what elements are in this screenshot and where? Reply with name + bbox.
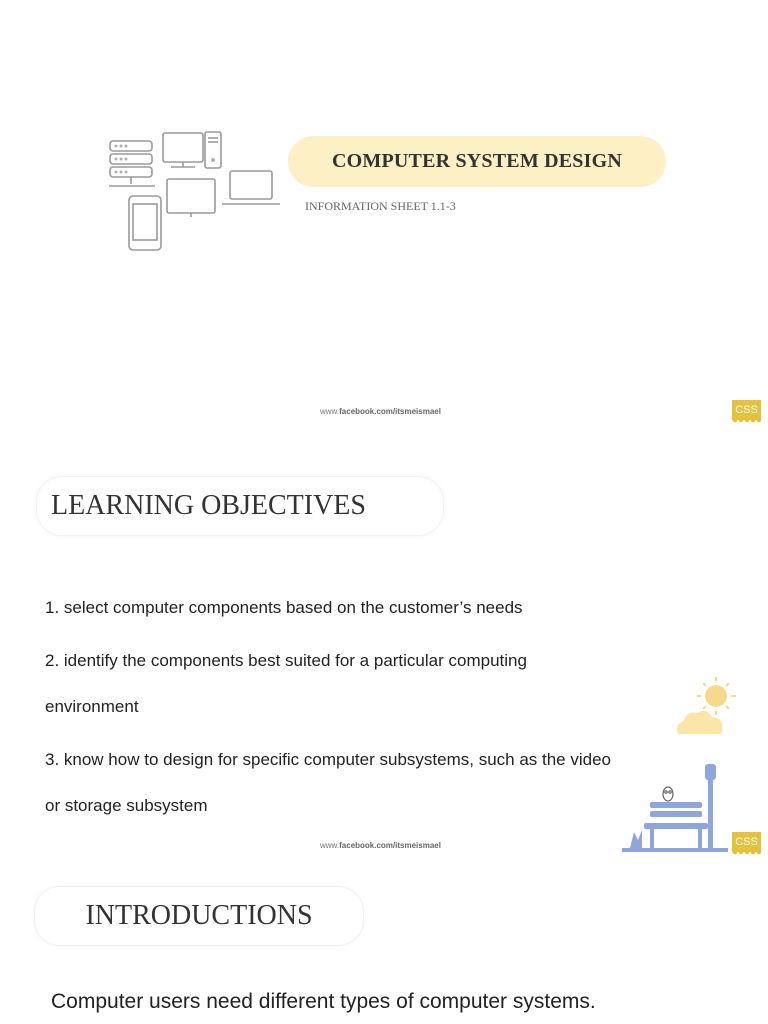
- objective-item: 3. know how to design for specific computer subsystems, such as the video: [45, 750, 611, 769]
- heading-box: [34, 886, 364, 946]
- footer-link-url: facebook.com/itsmeismael: [339, 841, 441, 850]
- footer-link-url: facebook.com/itsmeismael: [339, 407, 441, 416]
- footer-link[interactable]: [320, 407, 441, 416]
- objectives-slide: [0, 432, 768, 864]
- heading-box: [36, 476, 444, 536]
- footer-link-prefix: www.: [320, 841, 340, 850]
- park-bench-icon: [620, 760, 732, 856]
- intro-text: Computer users need different types of computer systems.: [51, 990, 596, 1013]
- subtitle: INFORMATION SHEET 1.1-3: [305, 199, 456, 213]
- title-slide: [0, 0, 768, 432]
- objective-item: environment: [45, 697, 139, 716]
- computer-devices-icon: [105, 128, 285, 254]
- introduction-slide: [0, 864, 768, 1024]
- css-badge: CSS: [732, 400, 761, 420]
- section-heading: INTRODUCTIONS: [85, 900, 313, 931]
- footer-link-prefix: www.: [320, 407, 340, 416]
- objective-item: 2. identify the components best suited for a particular computing: [45, 651, 527, 670]
- page-title: COMPUTER SYSTEM DESIGN: [332, 150, 622, 172]
- footer-link[interactable]: [320, 841, 441, 850]
- title-pill: [288, 136, 666, 187]
- css-badge: CSS: [732, 832, 761, 852]
- objective-item: 1. select computer components based on the customer’s needs: [45, 598, 523, 617]
- section-heading: LEARNING OBJECTIVES: [51, 490, 366, 521]
- objective-item: or storage subsystem: [45, 796, 208, 815]
- sun-cloud-icon: [672, 674, 742, 738]
